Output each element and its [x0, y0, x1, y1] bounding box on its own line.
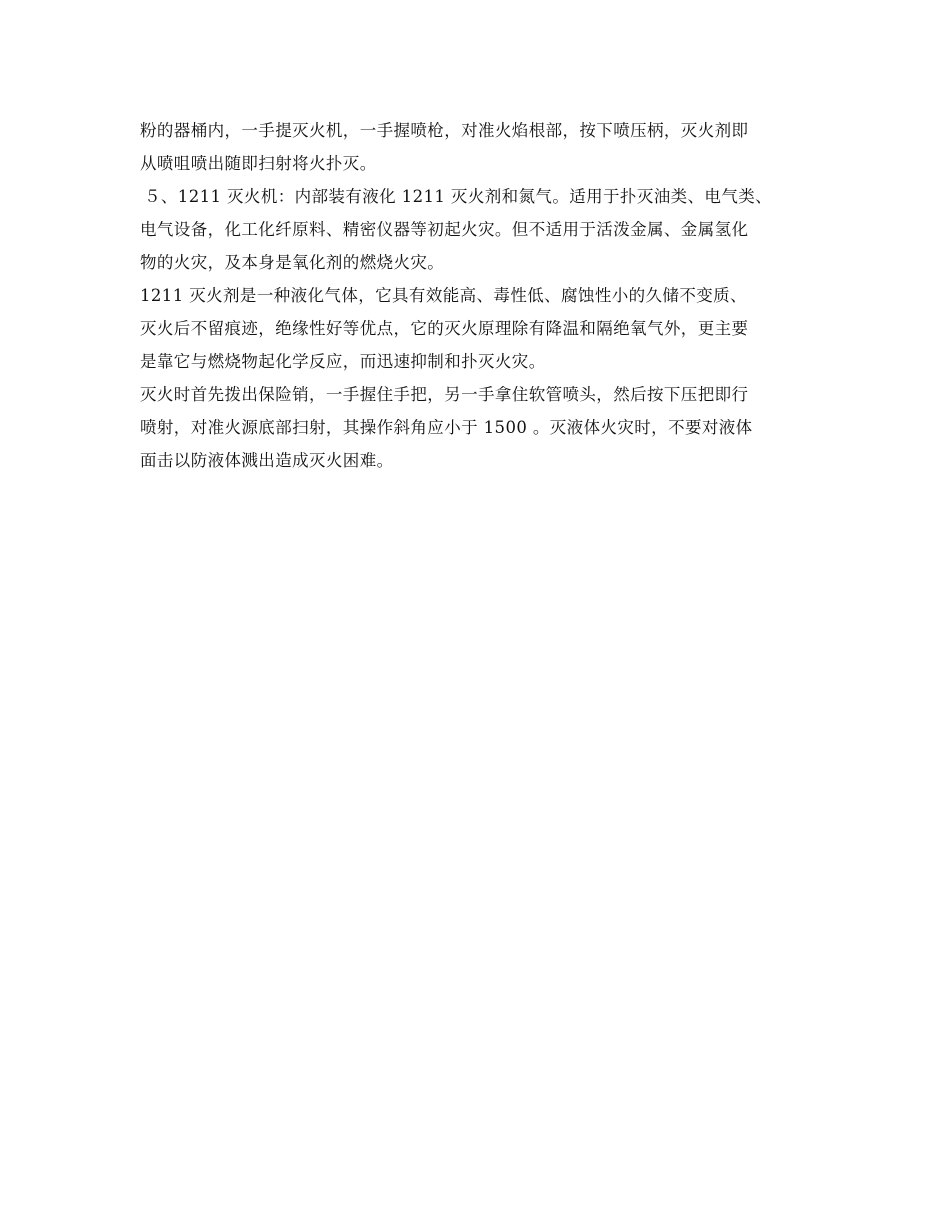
text-line: 从喷咀喷出随即扫射将火扑灭。: [140, 154, 377, 173]
text-line: 是靠它与燃烧物起化学反应，而迅速抑制和扑灭火灾。: [140, 352, 546, 371]
text-line: 灭火后不留痕迹，绝缘性好等优点，它的灭火原理除有降温和隔绝氧气外，更主要: [140, 319, 749, 338]
text-line: 粉的器桶内，一手提灭火机，一手握喷枪，对准火焰根部，按下喷压柄，灭火剂即: [140, 121, 749, 140]
document-body: [140, 114, 815, 477]
text-line: ５、1211 灭火机：内部装有液化 1211 灭火剂和氮气。适用于扑灭油类、电气类、: [144, 187, 773, 206]
text-line: 面击以防液体溅出造成灭火困难。: [140, 451, 394, 470]
text-line: 电气设备，化工化纤原料、精密仪器等初起火灾。但不适用于活泼金属、金属氢化: [140, 220, 749, 239]
text-line: 物的火灾，及本身是氧化剂的燃烧火灾。: [140, 253, 445, 272]
text-line: 1211 灭火剂是一种液化气体，它具有效能高、毒性低、腐蚀性小的久储不变质、: [140, 286, 747, 305]
text-line: 喷射，对准火源底部扫射，其操作斜角应小于 1500 。灭液体火灾时，不要对液体: [140, 418, 753, 437]
text-line: 灭火时首先拨出保险销，一手握住手把，另一手拿住软管喷头，然后按下压把即行: [140, 385, 749, 404]
